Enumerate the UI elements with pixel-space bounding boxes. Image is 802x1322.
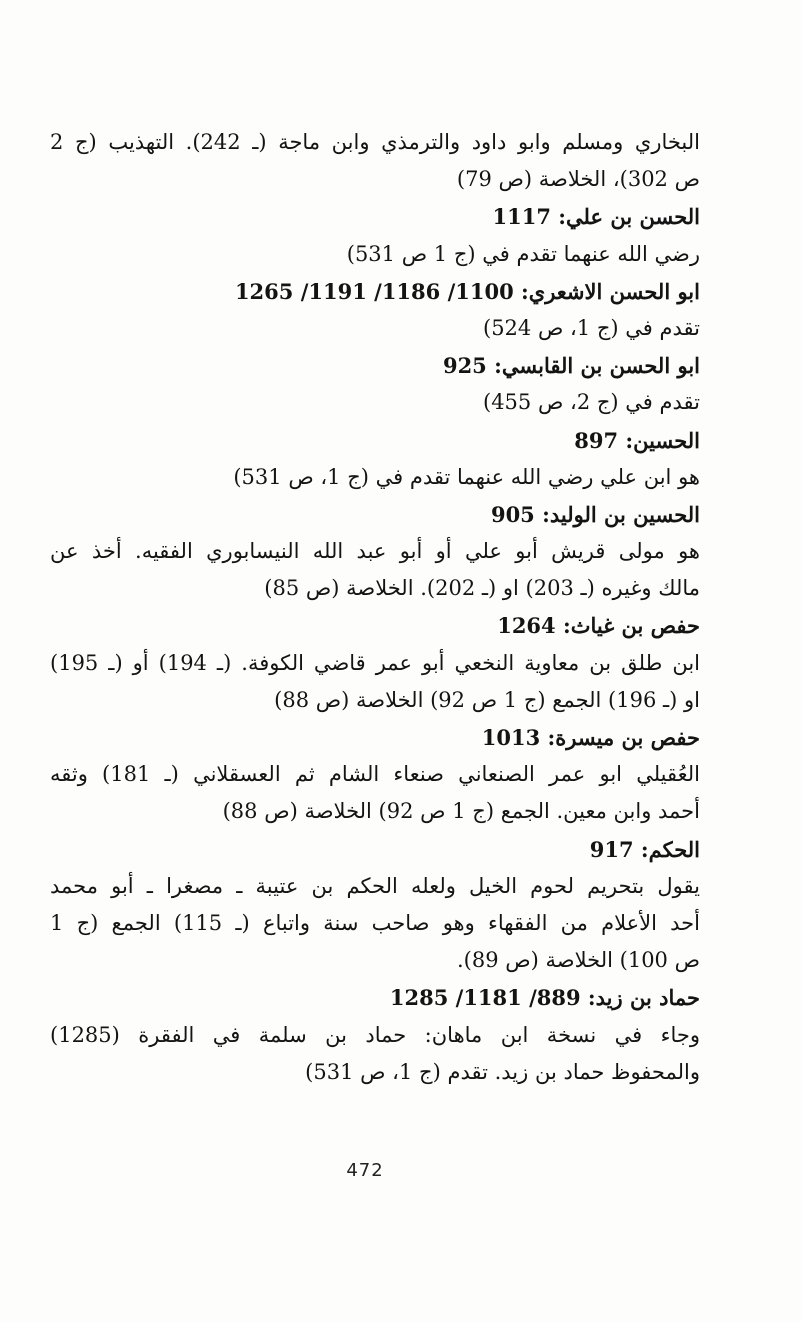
page-number: 472 xyxy=(346,1160,384,1181)
entry-text-line: ص 100) الخلاصة (ص 89). xyxy=(457,948,700,973)
entry-text-line: ابن طلق بن معاوية النخعي أبو عمر قاضي الكوفة. (ـ 194) أو (ـ 195) xyxy=(50,650,700,675)
entry-text-line: ص 302)، الخلاصة (ص 79) xyxy=(456,167,700,192)
entry-text-line: والمحفوظ حماد بن زيد. تقدم (ج 1، ص 531) xyxy=(305,1059,700,1084)
entry-text-line: يقول بتحريم لحوم الخيل ولعله الحكم بن عتيبة ـ مصغرا ـ أبو محمد xyxy=(50,873,700,898)
entry-text-line: هو ابن علي رضي الله عنهما تقدم في (ج 1، ص 531) xyxy=(233,464,700,489)
entry-text-line: رضي الله عنهما تقدم في (ج 1 ص 531) xyxy=(346,241,700,266)
entry-heading: الحسين: 897 xyxy=(574,427,700,453)
entry-text-line: البخاري ومسلم وابو داود والترمذي وابن ماجة (ـ 242). التهذيب (ج 2 xyxy=(50,130,700,154)
entry-heading: ابو الحسن بن القابسي: 925 xyxy=(442,353,700,379)
entry-heading: الحسين بن الوليد: 905 xyxy=(490,501,700,527)
entry-text-line: او (ـ 196) الجمع (ج 1 ص 92) الخلاصة (ص 88) xyxy=(274,687,700,712)
entry-text-line: أحمد وابن معين. الجمع (ج 1 ص 92) الخلاصة (ص 88) xyxy=(222,799,700,824)
index-entries xyxy=(50,124,700,1091)
entry-text-line: وجاء في نسخة ابن ماهان: حماد بن سلمة في الفقرة (1285) xyxy=(50,1022,700,1047)
entry-heading: حفص بن غياث: 1264 xyxy=(497,613,700,639)
entry-text-line: مالك وغيره (ـ 203) او (ـ 202). الخلاصة (ص 85) xyxy=(264,576,700,601)
entry-heading: حفص بن ميسرة: 1013 xyxy=(481,725,700,750)
entry-heading: الحسن بن علي: 1117 xyxy=(492,204,700,230)
entry-text-line: تقدم في (ج 1، ص 524) xyxy=(482,315,700,340)
entry-text-line: تقدم في (ج 2، ص 455) xyxy=(482,390,700,415)
entry-text-line: العُقيلي ابو عمر الصنعاني صنعاء الشام ثم العسقلاني (ـ 181) وثقه xyxy=(50,762,700,787)
entry-text-line: هو مولى قريش أبو علي أو أبو عبد الله النيسابوري الفقيه. أخذ عن xyxy=(50,539,700,564)
entry-heading: ابو الحسن الاشعري: 1100/ 1186/ 1191/ 1265 xyxy=(234,278,700,304)
entry-text-line: أحد الأعلام من الفقهاء وهو صاحب سنة واتباع (ـ 115) الجمع (ج 1 xyxy=(50,910,700,935)
entry-heading: حماد بن زيد: 889/ 1181/ 1285 xyxy=(389,985,700,1011)
entry-heading: الحكم: 917 xyxy=(589,836,700,862)
